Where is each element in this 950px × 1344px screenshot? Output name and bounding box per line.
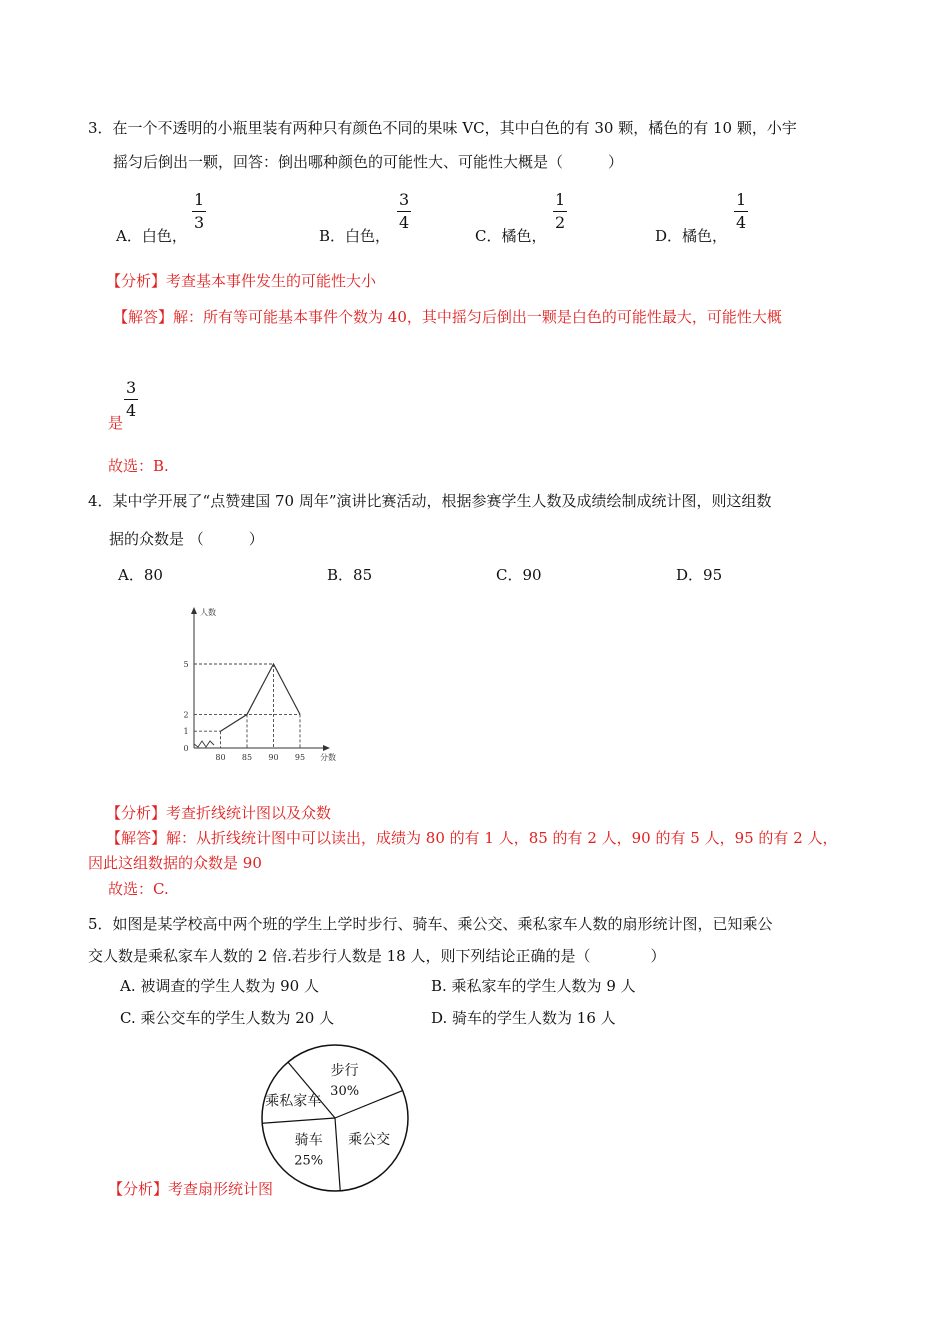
y-tick-label: 2 bbox=[183, 710, 189, 720]
x-tick-label: 95 bbox=[294, 753, 306, 762]
pie-slice-0 bbox=[288, 1062, 335, 1118]
q3-analysis: 【分析】考查基本事件发生的可能性大小 bbox=[106, 272, 377, 290]
pie-slice-3 bbox=[262, 1118, 335, 1123]
q4-line2: 据的众数是 （ ） bbox=[109, 530, 264, 548]
x-tick-label: 80 bbox=[215, 753, 226, 762]
line-chart bbox=[172, 600, 352, 770]
fraction-numerator: 1 bbox=[192, 192, 206, 212]
q4-line1: 4．某中学开展了“点赞建国 70 周年”演讲比赛活动，根据参赛学生人数及成绩绘制成统计图，则这组数 bbox=[88, 492, 772, 510]
fraction-numerator: 1 bbox=[553, 192, 567, 212]
fraction-numerator: 1 bbox=[734, 192, 748, 212]
q4-solution-line2: 因此这组数据的众数是 90 bbox=[88, 854, 262, 872]
q3-option-d-label: D．橘色， bbox=[655, 227, 728, 245]
q3-option-b-fraction bbox=[397, 192, 411, 231]
q3-line1: 3．在一个不透明的小瓶里装有两种只有颜色不同的果味 VC，其中白色的有 30 颗，橘色的有 10 颗，小宇 bbox=[88, 119, 797, 137]
q5-line1: 5．如图是某学校高中两个班的学生上学时步行、骑车、乘公交、乘私家车人数的扇形统计图，已知乘公 bbox=[88, 915, 773, 933]
q3-option-c-label: C．橘色， bbox=[475, 227, 547, 245]
fraction-numerator: 3 bbox=[397, 192, 411, 212]
pie-percent-label: 30% bbox=[330, 1084, 360, 1100]
q4-analysis: 【分析】考查折线统计图以及众数 bbox=[106, 804, 332, 822]
x-tick-label: 85 bbox=[241, 753, 253, 762]
pie-label: 骑车 bbox=[294, 1132, 323, 1149]
x-axis-label: 分数 bbox=[320, 753, 336, 762]
q5-option-c[interactable]: C. 乘公交车的学生人数为 20 人 bbox=[120, 1009, 335, 1027]
fraction-denominator: 4 bbox=[126, 401, 137, 420]
fraction-denominator: 3 bbox=[194, 213, 205, 232]
pie-label: 步行 bbox=[330, 1063, 359, 1080]
q4-option-b[interactable]: B．85 bbox=[327, 566, 373, 584]
y-tick-label: 1 bbox=[183, 727, 189, 737]
q3-option-d-fraction bbox=[734, 192, 748, 231]
pie-chart bbox=[250, 1033, 420, 1203]
pie-label: 乘私家车 bbox=[265, 1093, 322, 1110]
q4-option-d[interactable]: D．95 bbox=[676, 566, 723, 584]
fraction-numerator: 3 bbox=[124, 380, 138, 400]
y-axis-label: 人数 bbox=[200, 608, 216, 617]
q4-option-a[interactable]: A．80 bbox=[118, 566, 163, 584]
q5-option-d[interactable]: D. 骑车的学生人数为 16 人 bbox=[431, 1009, 616, 1027]
q3-answer-prefix: 是 bbox=[108, 414, 124, 432]
pie-percent-label: 25% bbox=[294, 1153, 324, 1169]
axis-break bbox=[194, 741, 214, 747]
pie-label: 乘公交 bbox=[348, 1132, 391, 1149]
y-tick-label: 0 bbox=[183, 744, 189, 753]
q3-solution: 【解答】解：所有等可能基本事件个数为 40，其中摇匀后倒出一颗是白色的可能性最大，可能性大概 bbox=[113, 308, 782, 326]
q4-option-c[interactable]: C．90 bbox=[496, 566, 542, 584]
q3-option-a-fraction bbox=[192, 192, 206, 231]
q4-choice: 故选：C. bbox=[108, 880, 169, 898]
q3-option-b-label: B．白色， bbox=[319, 227, 391, 245]
q5-line2: 交人数是乘私家车人数的 2 倍.若步行人数是 18 人，则下列结论正确的是（ ） bbox=[88, 947, 666, 965]
q3-line2: 摇匀后倒出一颗，回答：倒出哪种颜色的可能性大、可能性大概是（ ） bbox=[113, 153, 624, 171]
q5-option-b[interactable]: B. 乘私家车的学生人数为 9 人 bbox=[431, 977, 636, 995]
fraction-denominator: 4 bbox=[399, 213, 410, 232]
fraction-denominator: 4 bbox=[736, 213, 747, 232]
q5-analysis: 【分析】考查扇形统计图 bbox=[108, 1180, 274, 1198]
y-axis-arrow bbox=[191, 607, 197, 614]
q4-solution-line1: 【解答】解：从折线统计图中可以读出，成绩为 80 的有 1 人，85 的有 2 人，90 的有 5 人，95 的有 2 人， bbox=[106, 829, 838, 847]
q3-option-c-fraction bbox=[553, 192, 567, 231]
q3-choice: 故选：B. bbox=[108, 457, 169, 475]
x-tick-label: 90 bbox=[268, 753, 279, 762]
q3-option-a-label: A．白色， bbox=[116, 227, 187, 245]
x-axis-arrow bbox=[323, 745, 330, 751]
fraction-denominator: 2 bbox=[555, 213, 566, 232]
pie-slice-2 bbox=[335, 1118, 340, 1191]
series-line bbox=[221, 664, 301, 731]
q5-option-a[interactable]: A. 被调查的学生人数为 90 人 bbox=[120, 977, 319, 995]
y-tick-label: 5 bbox=[183, 660, 189, 669]
q3-answer-fraction bbox=[124, 380, 138, 419]
